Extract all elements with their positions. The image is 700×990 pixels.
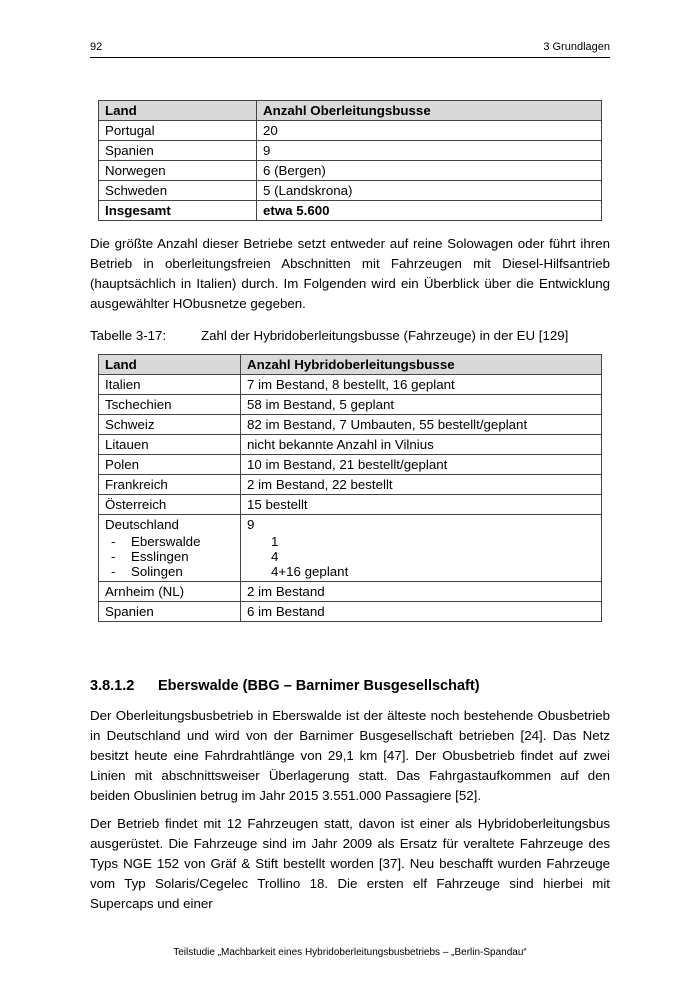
table-row [99, 475, 602, 495]
table-cell: 2 im Bestand [241, 582, 602, 602]
column-header: Anzahl Oberleitungsbusse [257, 101, 602, 121]
section-number: 3.8.1.2 [90, 678, 135, 694]
city-item [105, 534, 234, 549]
table-cell: Spanien [99, 141, 257, 161]
table-cell: Litauen [99, 435, 241, 455]
table-cell: Frankreich [99, 475, 241, 495]
table-row [99, 161, 602, 181]
table-row [99, 582, 602, 602]
table-cell: Österreich [99, 495, 241, 515]
table-cell: Tschechien [99, 395, 241, 415]
bullet-dash: - [111, 564, 116, 579]
table-cell: 6 (Bergen) [257, 161, 602, 181]
page-number: 92 [90, 41, 103, 53]
column-header: Anzahl Hybridoberleitungsbusse [241, 355, 602, 375]
table-row [99, 375, 602, 395]
table-cell: Polen [99, 455, 241, 475]
table-row [99, 495, 602, 515]
table-row [99, 455, 602, 475]
country-name: Deutschland [105, 517, 179, 532]
table-cell: Spanien [99, 602, 241, 622]
table-cell: etwa 5.600 [257, 201, 602, 221]
table-row [99, 181, 602, 201]
column-header: Land [99, 101, 257, 121]
city-item [105, 549, 234, 564]
table-cell: 7 im Bestand, 8 bestellt, 16 geplant [241, 375, 602, 395]
table-header-row [99, 355, 602, 375]
table-cell: nicht bekannte Anzahl in Vilnius [241, 435, 602, 455]
table-cell: 6 im Bestand [241, 602, 602, 622]
caption-text: Zahl der Hybridoberleitungsbusse (Fahrzeuge) in der EU [129] [201, 328, 569, 343]
paragraph-eberswalde-network: Der Oberleitungsbusbetrieb in Eberswalde ist der älteste noch bestehende Obusbetrieb in Deutschland und wird von der Barnimer Busgesellschaft betrieben [24]. Das Netz besitzt heute eine Fahrdrahtlänge von 29,1 km [47]. Der Obusbetrieb findet auf zwei Linien mit abschnittsweiser Überlagerung statt. Das Fahrgastaufkommen auf den beiden Obuslinien betrug im Jahr 2015 3.551.000 Passagiere [52]. [90, 708, 610, 803]
table-cell [241, 515, 602, 582]
table-cell: 5 (Landskrona) [257, 181, 602, 201]
chapter-title: 3 Grundlagen [543, 41, 610, 53]
paragraph-eberswalde-fleet: Der Betrieb findet mit 12 Fahrzeugen statt, davon ist einer als Hybridoberleitungsbus ausgerüstet. Die Fahrzeuge sind im Jahr 2009 als Ersatz für veraltete Fahrzeuge des Typs NGE 152 von Gräf & Stift bestellt worden [37]. Neu beschafft wurden Fahrzeuge vom Typ Solaris/Cegelec Trollino 18. Die ersten elf Fahrzeuge sind hierbei mit Supercaps und einer [90, 816, 610, 911]
bullet-dash: - [111, 534, 116, 549]
table-cell [99, 515, 241, 582]
city-value: 4+16 geplant [271, 564, 349, 579]
table-cell: Schweiz [99, 415, 241, 435]
table-cell: Italien [99, 375, 241, 395]
table-cell: Schweden [99, 181, 257, 201]
table-row [99, 141, 602, 161]
city-item [105, 564, 234, 579]
table-row [99, 415, 602, 435]
table-cell: 10 im Bestand, 21 bestellt/geplant [241, 455, 602, 475]
table-cell: 9 [257, 141, 602, 161]
table-caption [90, 327, 610, 345]
page-header [90, 40, 610, 58]
table-row-germany [99, 515, 602, 582]
table-cell: 58 im Bestand, 5 geplant [241, 395, 602, 415]
column-header: Land [99, 355, 241, 375]
hybrid-trolleybus-table [98, 354, 602, 622]
table-cell: Arnheim (NL) [99, 582, 241, 602]
table-cell: 20 [257, 121, 602, 141]
country-value: 9 [247, 517, 255, 532]
table-row [99, 395, 602, 415]
city-name: Solingen [131, 564, 183, 579]
table-row [99, 435, 602, 455]
trolleybus-table [98, 100, 602, 221]
section-title: Eberswalde (BBG – Barnimer Busgesellschaft) [158, 678, 480, 694]
city-value: 1 [271, 534, 279, 549]
table-total-row [99, 201, 602, 221]
paragraph-intro: Die größte Anzahl dieser Betriebe setzt entweder auf reine Solowagen oder führt ihren Betrieb in oberleitungsfreien Abschnitten mit Fahrzeugen mit Diesel-Hilfsantrieb (hauptsächlich in Italien) durch. Im Folgenden wird ein Überblick über die Entwicklung ausgewählter HObusnetze gegeben. [90, 236, 610, 311]
section-heading [90, 676, 480, 696]
bullet-dash: - [111, 549, 116, 564]
table-cell: Norwegen [99, 161, 257, 181]
table-cell: 82 im Bestand, 7 Umbauten, 55 bestellt/geplant [241, 415, 602, 435]
city-name: Eberswalde [131, 534, 201, 549]
table-cell: 15 bestellt [241, 495, 602, 515]
table-cell: Portugal [99, 121, 257, 141]
city-name: Esslingen [131, 549, 189, 564]
table-row [99, 602, 602, 622]
city-value: 4 [271, 549, 279, 564]
table-cell: 2 im Bestand, 22 bestellt [241, 475, 602, 495]
table-header-row [99, 101, 602, 121]
page-footer: Teilstudie „Machbarkeit eines Hybridoberleitungsbusbetriebs – „Berlin-Spandau“ [173, 947, 527, 958]
table-row [99, 121, 602, 141]
caption-number: Tabelle 3-17: [90, 328, 167, 343]
table-cell: Insgesamt [99, 201, 257, 221]
